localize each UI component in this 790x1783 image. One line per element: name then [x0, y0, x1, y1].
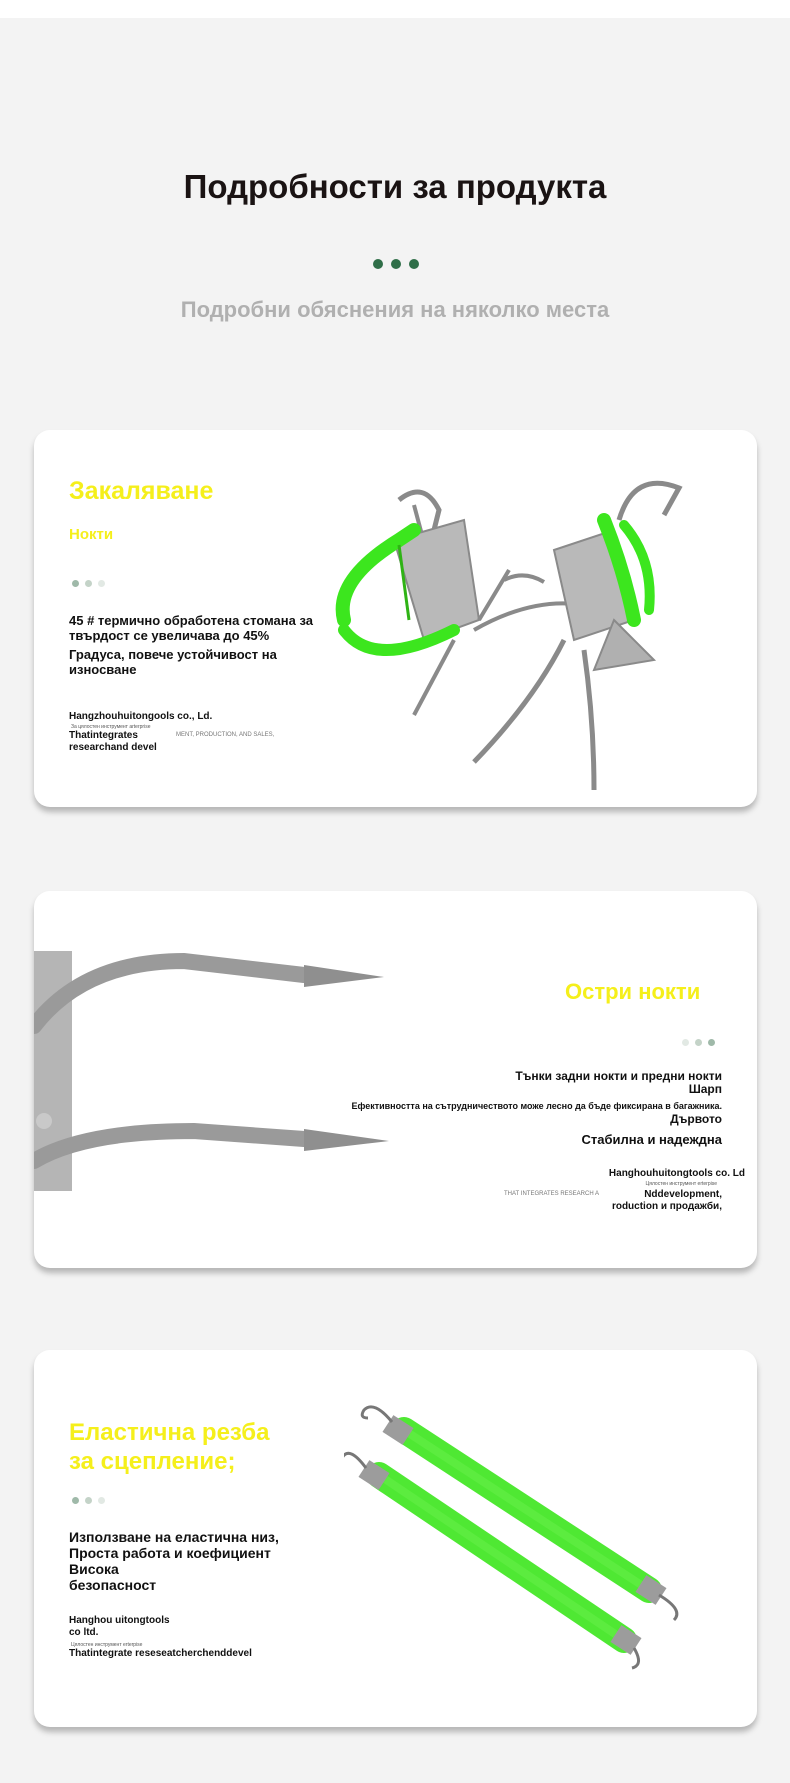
- card-description: Използване на еластична низ, Проста работа и коефициент Висока безопасност: [69, 1529, 279, 1593]
- company-text: Nddevelopment, roduction и продажби,: [611, 1189, 722, 1212]
- card-dots: [72, 1497, 105, 1504]
- card-description: Тънки задни нокти и предни нокти Шарп: [515, 1069, 722, 1096]
- card-description: 45 # термично обработена стомана за твърдост се увеличава до 45% Градуса, повече устойчивост на износване: [69, 613, 314, 677]
- page-subtitle: Подробни обяснения на няколко места: [180, 297, 610, 322]
- sharp-claws-image: [34, 951, 394, 1191]
- company-tagline: За цялостен инструмент arterprise: [71, 724, 151, 730]
- company-tagline: Цялостен инструмент erterpise: [71, 1642, 143, 1648]
- page-title: Подробности за продукта: [183, 168, 607, 205]
- card-description-long: Ефективността на сътрудничеството може лесно да бъде фиксирана в багажника.: [351, 1101, 722, 1111]
- feature-card-sharp-claws: [34, 891, 757, 1268]
- company-text: Thatintegrate reseseatcherchenddevel: [69, 1648, 252, 1659]
- card-dots: [682, 1039, 715, 1046]
- decorative-dots: [373, 259, 419, 269]
- faint-text: THAT INTEGRATES RESEARCH A: [504, 1191, 600, 1197]
- card-dots: [72, 580, 105, 587]
- feature-card-hardening: [34, 430, 757, 807]
- card-subheading: Нокти: [69, 526, 114, 543]
- card-heading: Остри нокти: [565, 979, 701, 1004]
- elastic-straps-image: [344, 1400, 754, 1700]
- faint-text: MENT, PRODUCTION, AND SALES,: [176, 732, 275, 738]
- card-heading: Закаляване: [69, 477, 214, 505]
- company-name: Hanghouhuitongtools co. Ld: [608, 1168, 745, 1179]
- card-heading: Еластична резба за сцепление;: [69, 1419, 270, 1475]
- company-name: Hanghou uitongtools co ltd.: [69, 1615, 170, 1638]
- top-band: [0, 0, 790, 18]
- feature-card-elastic-straps: [34, 1350, 757, 1727]
- company-tagline: Цялостен инструмент erterpise: [645, 1181, 717, 1187]
- company-text: Thatintegrates researchand devel: [69, 730, 157, 753]
- card-description-wood: Дървото: [670, 1112, 722, 1126]
- card-description-stable: Стабилна и надеждна: [581, 1132, 722, 1147]
- company-name: Hangzhouhuitongools co., Ld.: [69, 711, 213, 722]
- climbing-spikes-image: [304, 470, 754, 790]
